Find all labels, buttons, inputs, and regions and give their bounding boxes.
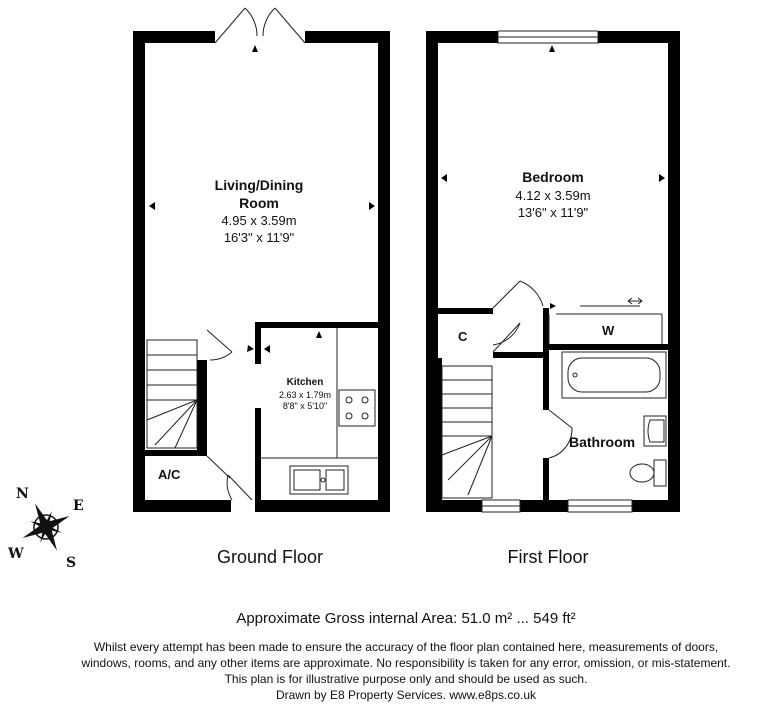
living-room-name-line2: Room [239,195,279,211]
hall-door [207,330,252,500]
wardrobe-label: W [602,323,615,338]
ground-floor-label: Ground Floor [216,547,324,567]
bed-arrow-left [441,174,447,182]
living-room-imperial: 16'3" x 11'9" [223,230,295,245]
bedroom-imperial: 13'6" x 11'9" [517,205,589,220]
window-marker [252,45,258,52]
dim-arrow-right [369,202,375,210]
kitchen-name: Kitchen [286,377,324,388]
ground-stairs [147,340,197,448]
disclaimer-line2: windows, rooms, and any other items are approximate. No responsibility is taken for any error, omission, or mis-statement. [81,656,731,670]
window-marker-first [549,45,555,52]
french-doors [215,8,305,43]
first-floor-plan [426,31,680,512]
bedroom-metric: 4.12 x 3.59m [515,188,591,203]
compass-west: W [8,546,24,562]
ground-floor-plan [133,8,390,512]
gross-area: Approximate Gross internal Area: 51.0 m² ... 549 ft² [236,610,576,627]
compass-north: N [16,486,29,502]
hall-arrow [247,345,254,352]
living-room-metric: 4.95 x 3.59m [221,213,297,228]
compass-east: E [73,498,84,514]
dim-arrow-down [316,331,322,338]
ac-label: A/C [158,467,181,482]
living-room-name [215,176,304,212]
living-room-name-line1: Living/Dining [214,177,304,193]
disclaimer-line1: Whilst every attempt has been made to ensure the accuracy of the floor plan contained here, measurements of doors, [93,640,719,654]
cupboard-label: C [458,329,468,344]
first-stairs [442,366,492,498]
compass-south: S [66,555,77,571]
bedroom-door [493,281,543,352]
bathroom-fittings [549,352,666,486]
dim-arrow-left [149,202,155,210]
bed-arrow-right [659,174,665,182]
ground-floor-walls [133,31,390,512]
disclaimer-line4: Drawn by E8 Property Services. www.e8ps.co.uk [275,688,537,702]
kitchen-arrow [264,345,270,353]
first-floor-walls [426,31,680,512]
bathroom-label: Bathroom [569,434,636,450]
kitchen-metric: 2.63 x 1.79m [278,390,332,400]
disclaimer-line3: This plan is for illustrative purpose only and should be used as such. [224,672,588,686]
first-floor-label: First Floor [507,547,589,567]
bed-door-arrow [550,303,556,309]
kitchen-imperial: 8'8" x 5'10" [282,401,328,411]
bedroom-name: Bedroom [522,169,584,185]
